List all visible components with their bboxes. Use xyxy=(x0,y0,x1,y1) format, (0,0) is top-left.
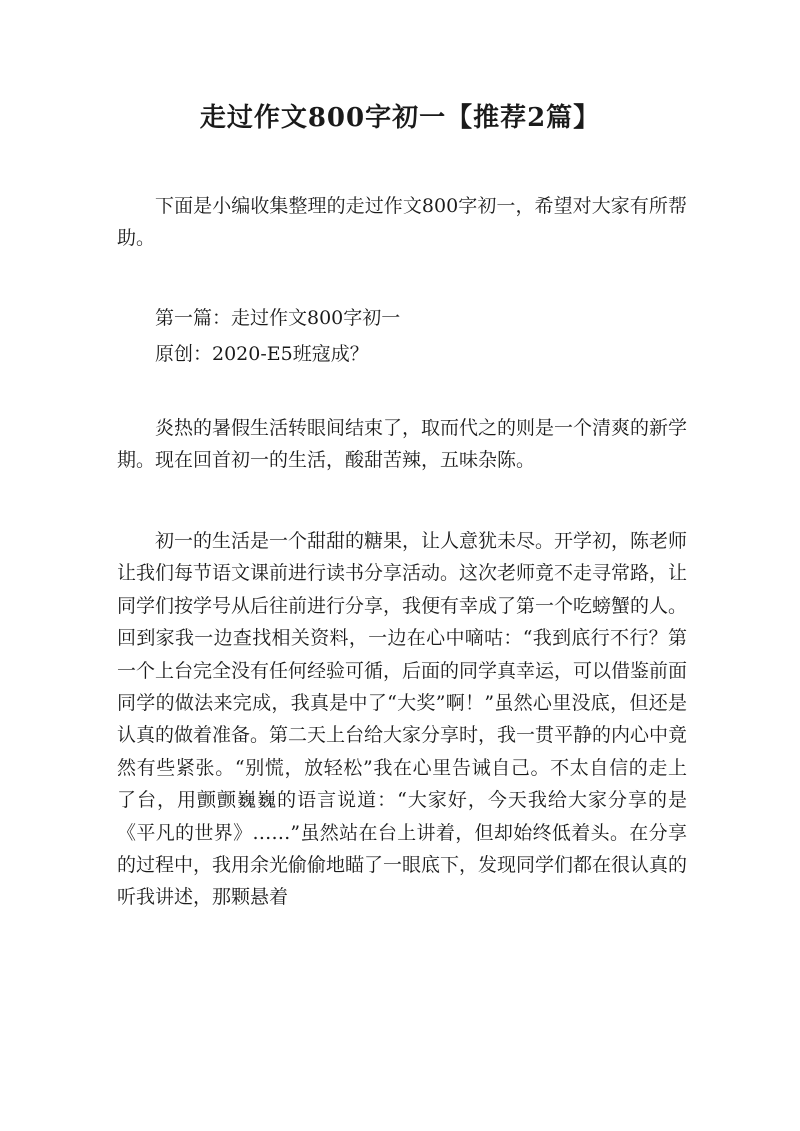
body-paragraph-1: 炎热的暑假生活转眼间结束了，取而代之的则是一个清爽的新学期。现在回首初一的生活，酸甜苦辣，五味杂陈。 xyxy=(117,417,688,472)
section-heading: 第一篇：走过作文800字初一 xyxy=(155,307,401,329)
source-line: 原创：2020-E5班寇成？ xyxy=(155,343,369,365)
document-title: 走过作文800字初一【推荐2篇】 xyxy=(199,103,601,133)
intro-paragraph: 下面是小编收集整理的走过作文800字初一，希望对大家有所帮助。 xyxy=(117,195,687,250)
body-paragraph-2: 初一的生活是一个甜甜的糖果，让人意犹未尽。开学初，陈老师让我们每节语文课前进行读书分享活动。这次老师竟不走寻常路，让同学们按学号从后往前进行分享，我便有幸成了第一个吃螃蟹的人。回到家我一边查找相关资料，一边在心中嘀咕：“我到底行不行？第一个上台完全没有任何经验可循，后面的同学真幸运，可以借鉴前面同学的做法来完成，我真是中了“大奖”啊！”虽然心里没底，但还是认真的做着准备。第二天上台给大家分享时，我一贯平静的内心中竟然有些紧张。“别慌，放轻松”我在心里告诫自己。不太自信的走上了台，用颤颤巍巍的语言说道：“大家好，今天我给大家分享的是《平凡的世界》……”虽然站在台上讲着，但却始终低着头。在分享的过程中，我用余光偷偷地瞄了一眼底下，发现同学们都在很认真的听我讲述，那颗悬着 xyxy=(117,530,688,909)
